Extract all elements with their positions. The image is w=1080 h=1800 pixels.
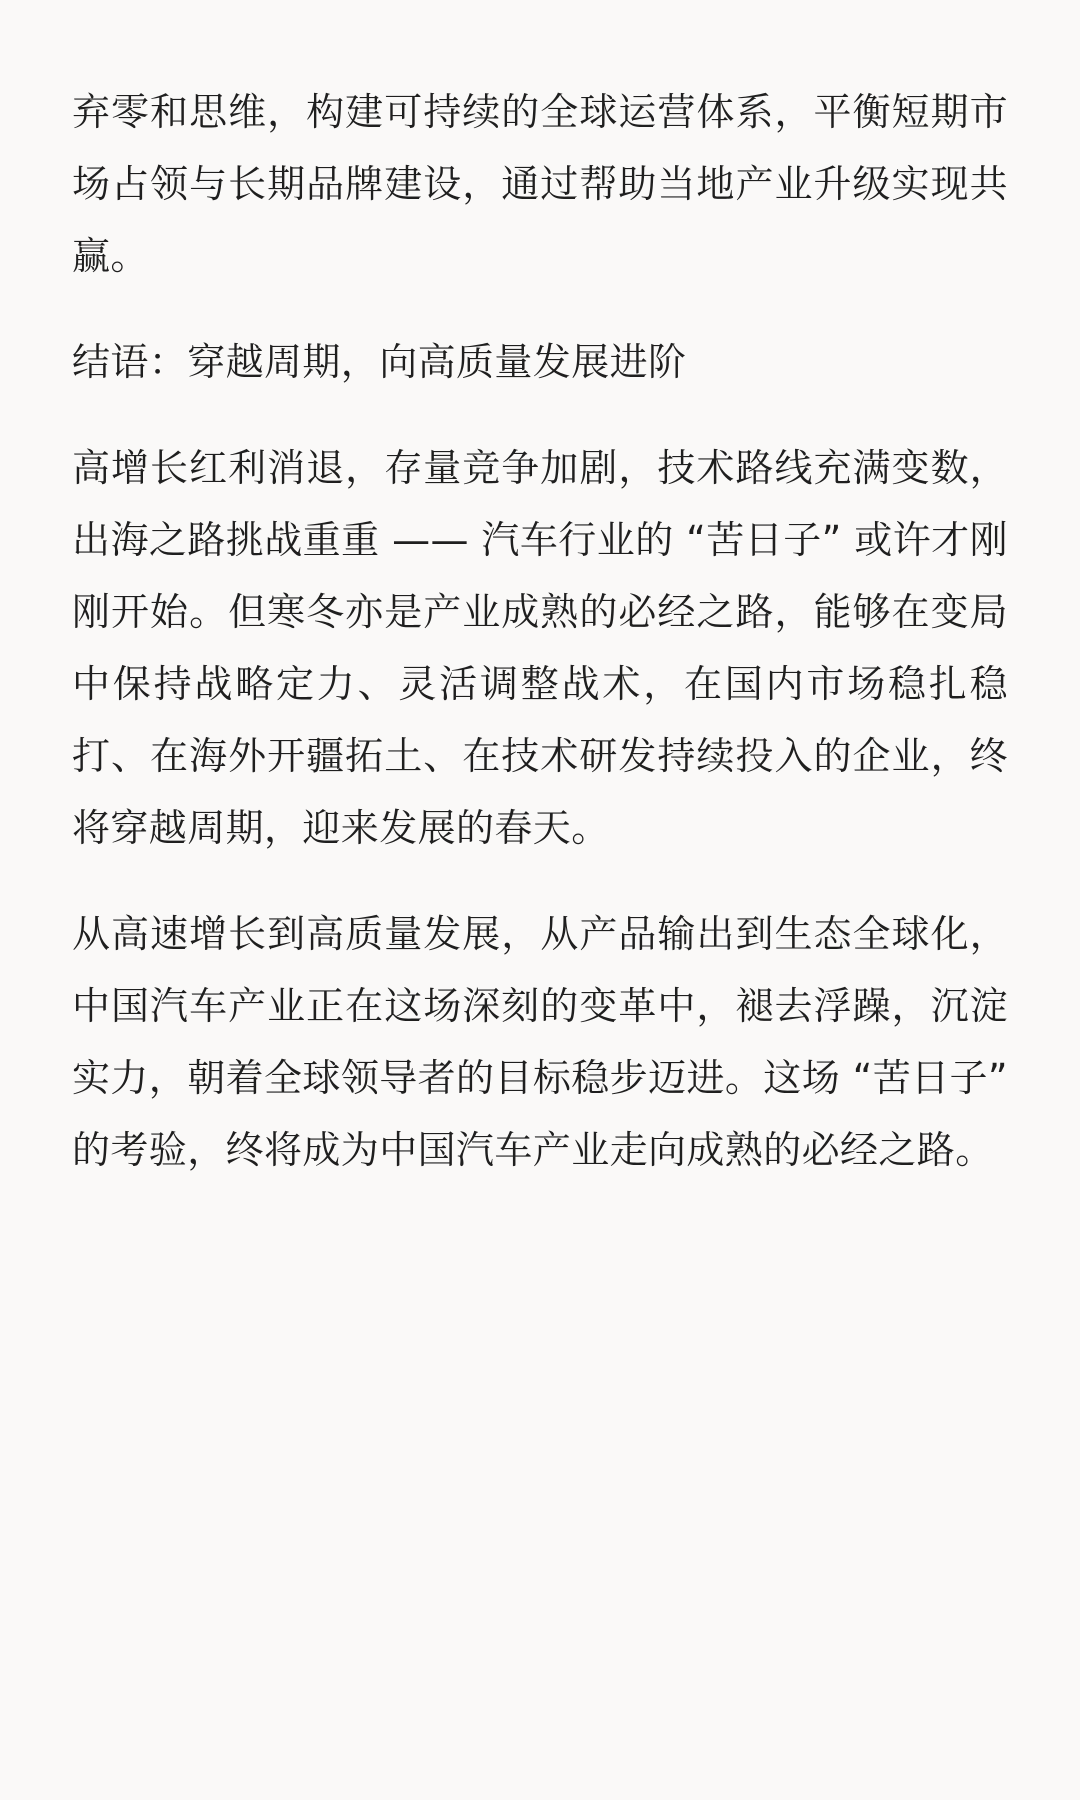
section-heading: 结语：穿越周期，向高质量发展进阶 bbox=[72, 340, 687, 384]
article-body bbox=[72, 76, 1008, 1220]
paragraph: 弃零和思维，构建可持续的全球运营体系，平衡短期市场占领与长期品牌建设，通过帮助当地产业升级实现共赢。 bbox=[72, 90, 1008, 278]
paragraph: 高增长红利消退，存量竞争加剧，技术路线充满变数，出海之路挑战重重 —— 汽车行业的 “苦日子” 或许才刚刚开始。但寒冬亦是产业成熟的必经之路，能够在变局中保持战略定力、灵活调整战术，在国内市场稳扎稳打、在海外开疆拓土、在技术研发持续投入的企业，终将穿越周期，迎来发展的春天。 bbox=[72, 446, 1008, 850]
paragraph: 从高速增长到高质量发展，从产品输出到生态全球化，中国汽车产业正在这场深刻的变革中，褪去浮躁，沉淀实力，朝着全球领导者的目标稳步迈进。这场 “苦日子” 的考验，终将成为中国汽车产业走向成熟的必经之路。 bbox=[72, 912, 1008, 1172]
